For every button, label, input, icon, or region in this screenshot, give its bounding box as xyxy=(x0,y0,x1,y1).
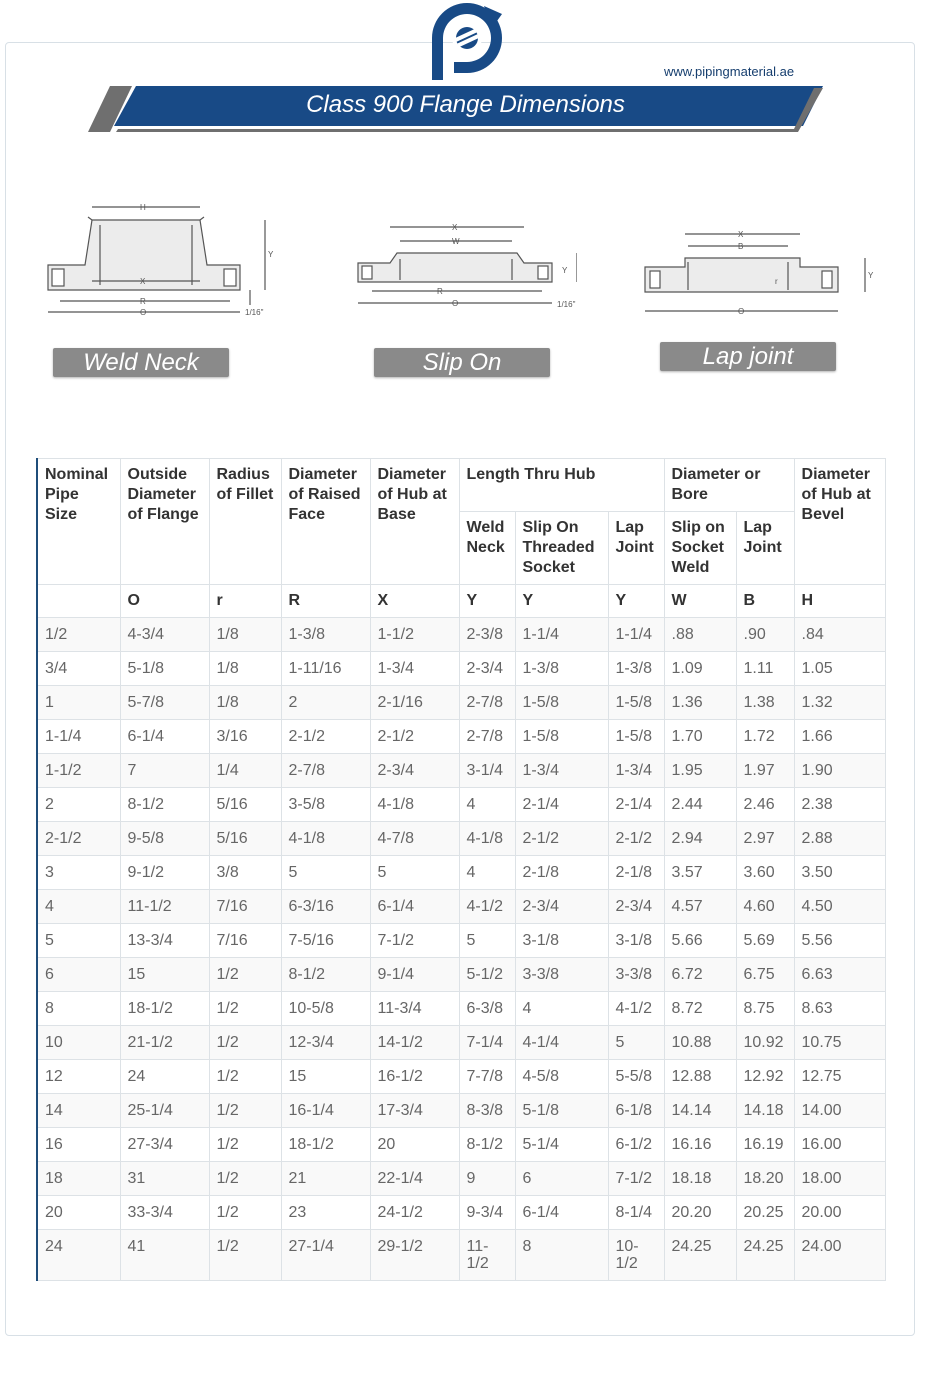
table-cell: 10.75 xyxy=(794,1026,885,1060)
header-slip-on-socket-weld: Slip on Socket Weld xyxy=(664,512,736,585)
table-row xyxy=(37,992,885,1026)
weld-neck-label: Weld Neck xyxy=(53,348,229,377)
table-cell: 4-1/2 xyxy=(608,992,664,1026)
table-cell: 18.00 xyxy=(794,1162,885,1196)
symbol-cell: H xyxy=(794,585,885,618)
table-cell: 1.36 xyxy=(664,686,736,720)
table-cell: 1-11/16 xyxy=(281,652,370,686)
table-cell: 24.00 xyxy=(794,1230,885,1281)
table-row xyxy=(37,1060,885,1094)
table-cell: 2-1/8 xyxy=(515,856,608,890)
table-cell: .90 xyxy=(736,618,794,652)
table-row xyxy=(37,1128,885,1162)
table-cell: 2.44 xyxy=(664,788,736,822)
table-cell: 6-1/4 xyxy=(120,720,209,754)
table-cell: 1.09 xyxy=(664,652,736,686)
table-cell: .88 xyxy=(664,618,736,652)
dim-r-label: R xyxy=(140,297,146,306)
dim-x-label: X xyxy=(140,277,146,286)
table-cell: 2-1/4 xyxy=(608,788,664,822)
table-cell: 2-1/2 xyxy=(37,822,120,856)
table-cell: 1.97 xyxy=(736,754,794,788)
table-cell: 18.20 xyxy=(736,1162,794,1196)
table-cell: 3/8 xyxy=(209,856,281,890)
table-cell: 6-1/8 xyxy=(608,1094,664,1128)
table-cell: 1-5/8 xyxy=(608,720,664,754)
table-cell: 1-3/8 xyxy=(281,618,370,652)
symbol-cell: O xyxy=(120,585,209,618)
table-cell: 16-1/4 xyxy=(281,1094,370,1128)
table-cell: 6-1/4 xyxy=(370,890,459,924)
symbol-cell xyxy=(37,585,120,618)
dimensions-table xyxy=(36,458,886,1281)
table-cell: 25-1/4 xyxy=(120,1094,209,1128)
table-cell: 3-3/8 xyxy=(515,958,608,992)
header-weld-neck: Weld Neck xyxy=(459,512,515,585)
table-row xyxy=(37,652,885,686)
table-cell: 1.70 xyxy=(664,720,736,754)
table-cell: 1-3/8 xyxy=(515,652,608,686)
table-cell: 5-1/4 xyxy=(515,1128,608,1162)
table-cell: 1.95 xyxy=(664,754,736,788)
table-cell: 11-1/2 xyxy=(459,1230,515,1281)
table-row xyxy=(37,1094,885,1128)
table-cell: 6-1/2 xyxy=(608,1128,664,1162)
table-cell: 15 xyxy=(120,958,209,992)
table-cell: 24-1/2 xyxy=(370,1196,459,1230)
table-cell: 9-1/2 xyxy=(120,856,209,890)
table-cell: 6.75 xyxy=(736,958,794,992)
dim-y-label: Y xyxy=(868,271,874,280)
table-cell: 2-3/4 xyxy=(608,890,664,924)
table-cell: 1.38 xyxy=(736,686,794,720)
table-cell: 2-1/2 xyxy=(608,822,664,856)
table-row xyxy=(37,754,885,788)
table-cell: 10 xyxy=(37,1026,120,1060)
table-cell: 24 xyxy=(37,1230,120,1281)
table-cell: 2.97 xyxy=(736,822,794,856)
slip-on-label: Slip On xyxy=(374,348,550,377)
header-diameter-raised-face: Diameter of Raised Face xyxy=(281,459,370,585)
table-cell: 8-1/4 xyxy=(608,1196,664,1230)
table-cell: 1-5/8 xyxy=(515,720,608,754)
table-row xyxy=(37,1026,885,1060)
symbol-cell: Y xyxy=(459,585,515,618)
table-cell: 7-1/4 xyxy=(459,1026,515,1060)
table-cell: 4-1/2 xyxy=(459,890,515,924)
table-cell: 7-5/16 xyxy=(281,924,370,958)
symbol-cell: B xyxy=(736,585,794,618)
website-url[interactable]: www.pipingmaterial.ae xyxy=(664,64,795,79)
table-cell: 1 xyxy=(37,686,120,720)
table-cell: 23 xyxy=(281,1196,370,1230)
table-cell: 1-3/4 xyxy=(608,754,664,788)
dim-raise-label: 1/16" xyxy=(245,308,264,317)
table-cell: 5.69 xyxy=(736,924,794,958)
table-cell: 1-1/4 xyxy=(608,618,664,652)
table-cell: 1.05 xyxy=(794,652,885,686)
table-cell: 1.66 xyxy=(794,720,885,754)
table-cell: 1.11 xyxy=(736,652,794,686)
table-cell: 2-1/2 xyxy=(370,720,459,754)
table-cell: 14 xyxy=(37,1094,120,1128)
table-cell: 8-1/2 xyxy=(120,788,209,822)
table-cell: 12.92 xyxy=(736,1060,794,1094)
table-cell: 5 xyxy=(281,856,370,890)
lap-joint-diagram xyxy=(640,222,880,322)
table-cell: 33-3/4 xyxy=(120,1196,209,1230)
table-cell: 3/4 xyxy=(37,652,120,686)
table-cell: 4.50 xyxy=(794,890,885,924)
header-slip-on-threaded-socket: Slip On Threaded Socket xyxy=(515,512,608,585)
table-cell: 3-5/8 xyxy=(281,788,370,822)
table-cell: 4-5/8 xyxy=(515,1060,608,1094)
dim-r-label: r xyxy=(775,277,778,286)
dim-o-label: O xyxy=(452,299,459,308)
table-cell: 4-1/4 xyxy=(515,1026,608,1060)
table-cell: 2-7/8 xyxy=(459,720,515,754)
table-cell: 20 xyxy=(370,1128,459,1162)
table-cell: 3.50 xyxy=(794,856,885,890)
table-cell: 41 xyxy=(120,1230,209,1281)
table-cell: 1/2 xyxy=(209,1060,281,1094)
table-cell: 6-1/4 xyxy=(515,1196,608,1230)
table-cell: 8-1/2 xyxy=(459,1128,515,1162)
table-cell: 3.57 xyxy=(664,856,736,890)
table-cell: 1.32 xyxy=(794,686,885,720)
header-nominal-pipe-size: Nominal Pipe Size xyxy=(37,459,120,585)
lap-joint-label: Lap joint xyxy=(660,342,836,371)
table-row xyxy=(37,924,885,958)
table-cell: 1.72 xyxy=(736,720,794,754)
table-cell: 16.00 xyxy=(794,1128,885,1162)
table-cell: 2-1/4 xyxy=(515,788,608,822)
table-row xyxy=(37,958,885,992)
symbol-row xyxy=(37,585,885,618)
table-cell: 3.60 xyxy=(736,856,794,890)
table-cell: 3-3/8 xyxy=(608,958,664,992)
table-cell: 2-3/4 xyxy=(515,890,608,924)
table-cell: 29-1/2 xyxy=(370,1230,459,1281)
table-cell: 9 xyxy=(459,1162,515,1196)
table-cell: 4-3/4 xyxy=(120,618,209,652)
table-cell: 1-1/2 xyxy=(37,754,120,788)
table-cell: 12.75 xyxy=(794,1060,885,1094)
table-cell: 5-7/8 xyxy=(120,686,209,720)
table-cell: 14.14 xyxy=(664,1094,736,1128)
table-cell: 24.25 xyxy=(664,1230,736,1281)
table-cell: 15 xyxy=(281,1060,370,1094)
table-cell: 9-1/4 xyxy=(370,958,459,992)
table-cell: 5 xyxy=(459,924,515,958)
table-cell: 2 xyxy=(281,686,370,720)
table-cell: 9-5/8 xyxy=(120,822,209,856)
table-cell: 10-1/2 xyxy=(608,1230,664,1281)
table-cell: .84 xyxy=(794,618,885,652)
table-cell: 3-1/4 xyxy=(459,754,515,788)
table-cell: 2.94 xyxy=(664,822,736,856)
table-row xyxy=(37,856,885,890)
table-cell: 16-1/2 xyxy=(370,1060,459,1094)
table-cell: 3-1/8 xyxy=(515,924,608,958)
dim-r-label: R xyxy=(437,287,443,296)
table-cell: 5 xyxy=(37,924,120,958)
table-cell: 1/2 xyxy=(209,1230,281,1281)
table-cell: 5/16 xyxy=(209,822,281,856)
table-cell: 16.16 xyxy=(664,1128,736,1162)
table-cell: 27-3/4 xyxy=(120,1128,209,1162)
dim-x-label: X xyxy=(452,223,458,232)
table-cell: 7-1/2 xyxy=(608,1162,664,1196)
table-cell: 1/2 xyxy=(209,1094,281,1128)
table-cell: 6 xyxy=(37,958,120,992)
table-cell: 2-3/4 xyxy=(370,754,459,788)
symbol-cell: X xyxy=(370,585,459,618)
table-cell: 14-1/2 xyxy=(370,1026,459,1060)
table-cell: 1/4 xyxy=(209,754,281,788)
table-cell: 1-5/8 xyxy=(608,686,664,720)
table-cell: 4-1/8 xyxy=(370,788,459,822)
header-radius-fillet: Radius of Fillet xyxy=(209,459,281,585)
table-cell: 8-1/2 xyxy=(281,958,370,992)
table-cell: 5 xyxy=(370,856,459,890)
table-cell: 5 xyxy=(608,1026,664,1060)
table-cell: 1-3/4 xyxy=(370,652,459,686)
dim-b-label: B xyxy=(738,242,744,251)
table-row xyxy=(37,1162,885,1196)
table-cell: 1/2 xyxy=(37,618,120,652)
symbol-cell: r xyxy=(209,585,281,618)
table-cell: 10.88 xyxy=(664,1026,736,1060)
table-cell: 8 xyxy=(515,1230,608,1281)
table-cell: 4.60 xyxy=(736,890,794,924)
symbol-cell: Y xyxy=(608,585,664,618)
weld-neck-diagram xyxy=(40,195,275,325)
table-cell: 1-1/4 xyxy=(515,618,608,652)
table-cell: 2-1/2 xyxy=(281,720,370,754)
header-diameter-bore: Diameter or Bore xyxy=(664,459,794,512)
table-cell: 18-1/2 xyxy=(120,992,209,1026)
table-cell: 2-1/16 xyxy=(370,686,459,720)
table-cell: 3 xyxy=(37,856,120,890)
table-cell: 6.63 xyxy=(794,958,885,992)
table-cell: 6.72 xyxy=(664,958,736,992)
table-cell: 8.75 xyxy=(736,992,794,1026)
page-title: Class 900 Flange Dimensions xyxy=(306,91,625,118)
table-cell: 4-1/8 xyxy=(281,822,370,856)
table-row xyxy=(37,720,885,754)
table-cell: 12 xyxy=(37,1060,120,1094)
table-cell: 1/8 xyxy=(209,618,281,652)
table-cell: 16.19 xyxy=(736,1128,794,1162)
header-lap-joint-bore: Lap Joint xyxy=(736,512,794,585)
table-cell: 4.57 xyxy=(664,890,736,924)
table-cell: 5.56 xyxy=(794,924,885,958)
table-cell: 8 xyxy=(37,992,120,1026)
table-cell: 12.88 xyxy=(664,1060,736,1094)
table-row xyxy=(37,618,885,652)
table-cell: 4-1/8 xyxy=(459,822,515,856)
table-row xyxy=(37,890,885,924)
dim-y-label: Y xyxy=(268,250,274,259)
header-diameter-hub-base: Diameter of Hub at Base xyxy=(370,459,459,585)
table-body xyxy=(37,618,885,1281)
table-cell: 4 xyxy=(515,992,608,1026)
dim-o-label: O xyxy=(738,307,745,316)
dim-raise-label: 1/16" xyxy=(557,300,576,309)
table-row xyxy=(37,822,885,856)
table-cell: 24.25 xyxy=(736,1230,794,1281)
table-cell: 21 xyxy=(281,1162,370,1196)
table-cell: 1/8 xyxy=(209,686,281,720)
table-cell: 22-1/4 xyxy=(370,1162,459,1196)
header-diameter-hub-bevel: Diameter of Hub at Bevel xyxy=(794,459,885,585)
table-cell: 6-3/16 xyxy=(281,890,370,924)
table-cell: 3/16 xyxy=(209,720,281,754)
table-cell: 2 xyxy=(37,788,120,822)
table-cell: 5-1/8 xyxy=(515,1094,608,1128)
table-cell: 1/2 xyxy=(209,958,281,992)
table-cell: 2-7/8 xyxy=(281,754,370,788)
table-cell: 5-1/8 xyxy=(120,652,209,686)
table-cell: 10.92 xyxy=(736,1026,794,1060)
table-cell: 1-3/4 xyxy=(515,754,608,788)
table-row xyxy=(37,686,885,720)
table-cell: 13-3/4 xyxy=(120,924,209,958)
table-cell: 20.25 xyxy=(736,1196,794,1230)
table-cell: 2-3/8 xyxy=(459,618,515,652)
table-cell: 2-7/8 xyxy=(459,686,515,720)
table-cell: 5-5/8 xyxy=(608,1060,664,1094)
table-cell: 14.00 xyxy=(794,1094,885,1128)
table-cell: 20.20 xyxy=(664,1196,736,1230)
table-cell: 2-1/2 xyxy=(515,822,608,856)
table-cell: 5-1/2 xyxy=(459,958,515,992)
header-length-thru-hub: Length Thru Hub xyxy=(459,459,664,512)
table-cell: 2.88 xyxy=(794,822,885,856)
table-cell: 9-3/4 xyxy=(459,1196,515,1230)
table-cell: 8.63 xyxy=(794,992,885,1026)
table-cell: 21-1/2 xyxy=(120,1026,209,1060)
table-cell: 16 xyxy=(37,1128,120,1162)
symbol-cell: R xyxy=(281,585,370,618)
table-cell: 1/2 xyxy=(209,1128,281,1162)
dim-w-label: W xyxy=(452,237,460,246)
table-cell: 2-3/4 xyxy=(459,652,515,686)
table-cell: 18-1/2 xyxy=(281,1128,370,1162)
table-cell: 1/2 xyxy=(209,992,281,1026)
table-cell: 1.90 xyxy=(794,754,885,788)
table-cell: 14.18 xyxy=(736,1094,794,1128)
table-cell: 1-3/8 xyxy=(608,652,664,686)
table-cell: 2.46 xyxy=(736,788,794,822)
table-cell: 27-1/4 xyxy=(281,1230,370,1281)
header-lap-joint-length: Lap Joint xyxy=(608,512,664,585)
table-row xyxy=(37,1196,885,1230)
table-cell: 18 xyxy=(37,1162,120,1196)
table-cell: 4-7/8 xyxy=(370,822,459,856)
table-cell: 1-5/8 xyxy=(515,686,608,720)
dim-x-label: X xyxy=(738,230,744,239)
table-cell: 11-3/4 xyxy=(370,992,459,1026)
table-cell: 2-1/8 xyxy=(608,856,664,890)
table-cell: 4 xyxy=(37,890,120,924)
table-cell: 7 xyxy=(120,754,209,788)
table-cell: 8.72 xyxy=(664,992,736,1026)
table-cell: 1-1/2 xyxy=(370,618,459,652)
dim-o-label: O xyxy=(140,308,147,317)
table-cell: 20 xyxy=(37,1196,120,1230)
table-cell: 4 xyxy=(459,856,515,890)
table-cell: 3-1/8 xyxy=(608,924,664,958)
symbol-cell: Y xyxy=(515,585,608,618)
table-cell: 1/2 xyxy=(209,1026,281,1060)
table-cell: 12-3/4 xyxy=(281,1026,370,1060)
slip-on-diagram xyxy=(352,215,577,315)
dim-h-label: H xyxy=(140,203,146,212)
table-cell: 1/2 xyxy=(209,1162,281,1196)
table-cell: 31 xyxy=(120,1162,209,1196)
table-cell: 8-3/8 xyxy=(459,1094,515,1128)
symbol-cell: W xyxy=(664,585,736,618)
table-cell: 7-7/8 xyxy=(459,1060,515,1094)
table-row xyxy=(37,1230,885,1281)
table-cell: 20.00 xyxy=(794,1196,885,1230)
table-cell: 1/8 xyxy=(209,652,281,686)
table-cell: 1/2 xyxy=(209,1196,281,1230)
table-cell: 5.66 xyxy=(664,924,736,958)
dim-y-label: Y xyxy=(562,266,568,275)
table-cell: 4 xyxy=(459,788,515,822)
table-cell: 2.38 xyxy=(794,788,885,822)
table-cell: 7/16 xyxy=(209,890,281,924)
table-cell: 17-3/4 xyxy=(370,1094,459,1128)
header-outside-diameter: Outside Diameter of Flange xyxy=(120,459,209,585)
table-cell: 18.18 xyxy=(664,1162,736,1196)
table-cell: 11-1/2 xyxy=(120,890,209,924)
table-cell: 7-1/2 xyxy=(370,924,459,958)
table-cell: 1-1/4 xyxy=(37,720,120,754)
table-row xyxy=(37,788,885,822)
table-cell: 6-3/8 xyxy=(459,992,515,1026)
table-cell: 24 xyxy=(120,1060,209,1094)
table-cell: 7/16 xyxy=(209,924,281,958)
company-logo xyxy=(426,2,508,82)
table-cell: 5/16 xyxy=(209,788,281,822)
table-cell: 10-5/8 xyxy=(281,992,370,1026)
table-cell: 6 xyxy=(515,1162,608,1196)
